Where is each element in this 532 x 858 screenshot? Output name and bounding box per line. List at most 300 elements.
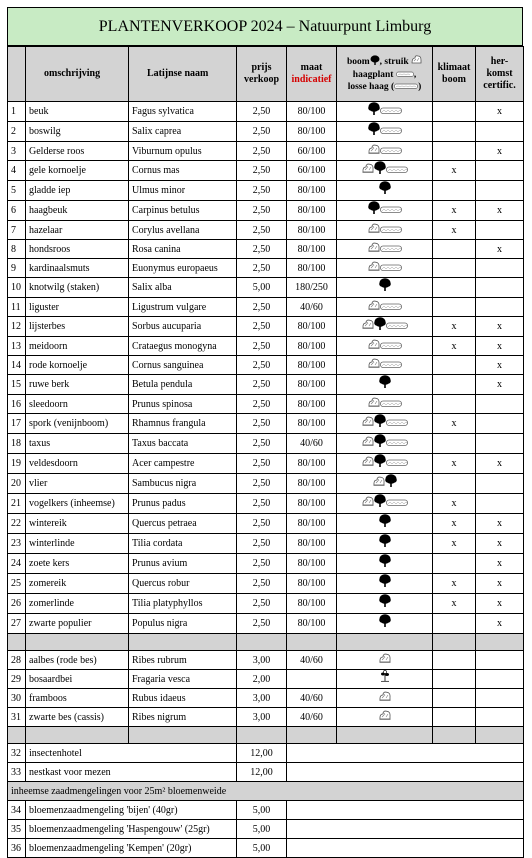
latin-name: Ulmus minor: [129, 181, 237, 201]
price-cell: 2,50: [237, 240, 287, 259]
tree-icon: [379, 614, 391, 633]
type-icons-cell: [337, 221, 433, 240]
herkomst-cell: x: [476, 594, 524, 614]
row-number: 13: [8, 337, 26, 356]
size-cell: 80/100: [287, 201, 337, 221]
plant-name: haagbeuk: [26, 201, 129, 221]
table-row: [8, 594, 524, 614]
type-icons-cell: [337, 298, 433, 317]
hedge-icon: [380, 222, 402, 239]
size-cell: 80/100: [287, 614, 337, 634]
row-number: 33: [8, 763, 26, 782]
table-row: [8, 414, 524, 434]
type-struik-label: , struik: [379, 57, 409, 67]
size-cell: 80/100: [287, 317, 337, 337]
row-number: 20: [8, 474, 26, 494]
price-cell: 2,50: [237, 434, 287, 454]
plant-icon: [380, 670, 390, 688]
col-maat-header: [287, 47, 337, 102]
klimaat-cell: x: [433, 161, 476, 181]
klimaat-cell: [433, 356, 476, 375]
klimaat-cell: x: [433, 494, 476, 514]
type-boom-label: boom: [346, 57, 370, 67]
table-row: [8, 514, 524, 534]
herkomst-cell: x: [476, 142, 524, 161]
latin-name: Populus nigra: [129, 614, 237, 634]
col-nr-header: [8, 47, 26, 102]
table-row: [8, 278, 524, 298]
size-cell: 80/100: [287, 395, 337, 414]
latin-name: Taxus baccata: [129, 434, 237, 454]
hedge-icon: [380, 123, 402, 140]
latin-name: Betula pendula: [129, 375, 237, 395]
price-cell: 2,50: [237, 356, 287, 375]
table-row: [8, 434, 524, 454]
size-cell: 40/60: [287, 708, 337, 727]
price-cell: 2,50: [237, 201, 287, 221]
col-prijs-header: prijs verkoop: [237, 47, 287, 102]
herkomst-cell: x: [476, 614, 524, 634]
row-number: 21: [8, 494, 26, 514]
type-close-paren: ): [418, 82, 422, 93]
plant-name: lijsterbes: [26, 317, 129, 337]
row-number: 31: [8, 708, 26, 727]
table-row: [8, 181, 524, 201]
price-cell: 2,50: [237, 614, 287, 634]
empty-cell: [287, 801, 524, 820]
price-cell: 5,00: [237, 278, 287, 298]
table-row: [8, 820, 524, 839]
plant-name: kardinaalsmuts: [26, 259, 129, 278]
klimaat-cell: [433, 142, 476, 161]
price-cell: 3,00: [237, 651, 287, 670]
herkomst-cell: x: [476, 554, 524, 574]
latin-name: Ligustrum vulgare: [129, 298, 237, 317]
latin-name: Crataegus monogyna: [129, 337, 237, 356]
herkomst-cell: [476, 278, 524, 298]
plant-name: vlier: [26, 474, 129, 494]
herkomst-cell: [476, 708, 524, 727]
size-cell: 80/100: [287, 594, 337, 614]
size-cell: 80/100: [287, 122, 337, 142]
hedge-icon: [386, 495, 408, 512]
type-losse-haag-label: losse haag (: [347, 82, 395, 93]
latin-name: Prunus padus: [129, 494, 237, 514]
latin-name: Prunus spinosa: [129, 395, 237, 414]
latin-name: Sambucus nigra: [129, 474, 237, 494]
latin-name: Rosa canina: [129, 240, 237, 259]
hedge-icon: [386, 162, 408, 179]
header-row: [8, 47, 524, 102]
row-number: 12: [8, 317, 26, 337]
plant-name: winterlinde: [26, 534, 129, 554]
shrub-icon: [368, 357, 380, 374]
size-cell: 80/100: [287, 454, 337, 474]
klimaat-cell: [433, 278, 476, 298]
price-cell: 2,50: [237, 317, 287, 337]
type-icons-cell: [337, 594, 433, 614]
herkomst-cell: [476, 414, 524, 434]
size-cell: 40/60: [287, 298, 337, 317]
klimaat-cell: [433, 298, 476, 317]
table-row: [8, 375, 524, 395]
row-number: 1: [8, 102, 26, 122]
item-name: bloemenzaadmengeling 'Kempen' (20gr): [26, 839, 237, 858]
shrub-icon: [368, 299, 380, 316]
table-row: [8, 801, 524, 820]
latin-name: Ribes nigrum: [129, 708, 237, 727]
latin-name: Tilia platyphyllos: [129, 594, 237, 614]
latin-name: Salix alba: [129, 278, 237, 298]
type-icons-cell: [337, 337, 433, 356]
herkomst-cell: x: [476, 240, 524, 259]
table-row: [8, 122, 524, 142]
klimaat-cell: [433, 670, 476, 689]
row-number: 25: [8, 574, 26, 594]
plant-name: vogelkers (inheemse): [26, 494, 129, 514]
row-number: 16: [8, 395, 26, 414]
type-icons-cell: [337, 259, 433, 278]
latin-name: Salix caprea: [129, 122, 237, 142]
table-row: [8, 259, 524, 278]
type-icons-cell: [337, 414, 433, 434]
tree-icon: [385, 474, 397, 493]
table-row: [8, 356, 524, 375]
tree-icon: [379, 574, 391, 593]
row-number: 28: [8, 651, 26, 670]
hedge-icon: [386, 415, 408, 432]
row-number: 17: [8, 414, 26, 434]
klimaat-cell: x: [433, 574, 476, 594]
latin-name: Rubus idaeus: [129, 689, 237, 708]
table-row: [8, 102, 524, 122]
klimaat-cell: [433, 122, 476, 142]
type-icons-cell: [337, 375, 433, 395]
price-cell: 2,50: [237, 474, 287, 494]
latin-name: Tilia cordata: [129, 534, 237, 554]
item-name: bloemenzaadmengeling 'bijen' (40gr): [26, 801, 237, 820]
size-cell: 40/60: [287, 434, 337, 454]
tree-icon: [374, 317, 386, 336]
latin-name: Cornus mas: [129, 161, 237, 181]
row-number: 10: [8, 278, 26, 298]
hedge-icon: [380, 338, 402, 355]
col-klimaat-header: klimaat boom: [433, 47, 476, 102]
hedge-icon: [386, 318, 408, 335]
latin-name: Quercus petraea: [129, 514, 237, 534]
row-number: 23: [8, 534, 26, 554]
type-icons-cell: [337, 102, 433, 122]
plant-name: rode kornoelje: [26, 356, 129, 375]
empty-cell: [287, 839, 524, 858]
shrub-icon: [373, 475, 385, 492]
indicatief-label: indicatief: [291, 74, 332, 85]
type-icons-cell: [337, 554, 433, 574]
type-icons-cell: [337, 142, 433, 161]
klimaat-cell: x: [433, 594, 476, 614]
row-number: 22: [8, 514, 26, 534]
klimaat-cell: [433, 708, 476, 727]
plant-table: [7, 46, 524, 858]
shrub-icon: [411, 55, 422, 68]
row-number: 5: [8, 181, 26, 201]
separator-2: [8, 727, 524, 744]
price-cell: 2,50: [237, 395, 287, 414]
table-row: [8, 161, 524, 181]
table-row: [8, 298, 524, 317]
herkomst-cell: x: [476, 574, 524, 594]
shrub-icon: [379, 690, 391, 707]
price-cell: 2,00: [237, 670, 287, 689]
size-cell: 80/100: [287, 240, 337, 259]
table-row: [8, 708, 524, 727]
hedge-icon: [396, 69, 417, 81]
plant-name: bosaardbei: [26, 670, 129, 689]
size-cell: 80/100: [287, 181, 337, 201]
herkomst-cell: [476, 122, 524, 142]
klimaat-cell: [433, 554, 476, 574]
price-cell: 2,50: [237, 534, 287, 554]
tree-icon: [379, 375, 391, 394]
plant-name: wintereik: [26, 514, 129, 534]
price-cell: 2,50: [237, 259, 287, 278]
size-cell: 80/100: [287, 102, 337, 122]
klimaat-cell: [433, 181, 476, 201]
hedge-icon: [380, 260, 402, 277]
tree-icon: [374, 414, 386, 433]
table-row: [8, 839, 524, 858]
size-cell: 80/100: [287, 554, 337, 574]
table-row: [8, 574, 524, 594]
row-number: 30: [8, 689, 26, 708]
plant-name: gele kornoelje: [26, 161, 129, 181]
type-icons-cell: [337, 689, 433, 708]
row-number: 24: [8, 554, 26, 574]
table-row: [8, 395, 524, 414]
herkomst-cell: [476, 395, 524, 414]
plant-name: boswilg: [26, 122, 129, 142]
plant-name: gladde iep: [26, 181, 129, 201]
type-icons-cell: [337, 474, 433, 494]
hedge-icon: [386, 455, 408, 472]
row-number: 29: [8, 670, 26, 689]
herkomst-cell: x: [476, 102, 524, 122]
price-cell: 2,50: [237, 337, 287, 356]
empty-cell: [287, 744, 524, 763]
price-cell: 2,50: [237, 161, 287, 181]
row-number: 36: [8, 839, 26, 858]
type-icons-cell: [337, 356, 433, 375]
shrub-icon: [362, 495, 374, 512]
row-number: 27: [8, 614, 26, 634]
size-cell: 80/100: [287, 574, 337, 594]
size-cell: 80/100: [287, 259, 337, 278]
price-list-sheet: [7, 7, 523, 858]
latin-name: Viburnum opulus: [129, 142, 237, 161]
price-cell: 2,50: [237, 221, 287, 240]
row-number: 35: [8, 820, 26, 839]
herkomst-cell: x: [476, 356, 524, 375]
row-number: 8: [8, 240, 26, 259]
accessories-section: [8, 744, 524, 782]
plant-name: hazelaar: [26, 221, 129, 240]
type-icons-cell: [337, 278, 433, 298]
plant-name: veldesdoorn: [26, 454, 129, 474]
klimaat-cell: x: [433, 534, 476, 554]
klimaat-cell: [433, 474, 476, 494]
herkomst-cell: [476, 298, 524, 317]
herkomst-cell: x: [476, 454, 524, 474]
hedge-icon: [380, 241, 402, 258]
price-cell: 2,50: [237, 514, 287, 534]
type-icons-cell: [337, 395, 433, 414]
plant-name: liguster: [26, 298, 129, 317]
table-row: [8, 317, 524, 337]
size-cell: [287, 670, 337, 689]
loose-hedge-icon: [394, 81, 418, 93]
plant-name: taxus: [26, 434, 129, 454]
klimaat-cell: x: [433, 454, 476, 474]
shrub-icon: [362, 318, 374, 335]
item-name: insectenhotel: [26, 744, 237, 763]
col-herkomst-header: her-komst certific.: [476, 47, 524, 102]
type-icons-cell: [337, 434, 433, 454]
plant-name: zwarte populier: [26, 614, 129, 634]
price-cell: 2,50: [237, 102, 287, 122]
latin-name: Fagus sylvatica: [129, 102, 237, 122]
klimaat-cell: [433, 434, 476, 454]
herkomst-cell: [476, 494, 524, 514]
hedge-icon: [380, 357, 402, 374]
hedge-icon: [380, 202, 402, 219]
size-cell: 80/100: [287, 356, 337, 375]
type-icons-cell: [337, 181, 433, 201]
type-icons-cell: [337, 317, 433, 337]
shrub-icon: [362, 162, 374, 179]
tree-icon: [379, 514, 391, 533]
shrub-icon: [368, 338, 380, 355]
tree-icon: [374, 161, 386, 180]
klimaat-cell: [433, 651, 476, 670]
size-cell: 80/100: [287, 474, 337, 494]
table-row: [8, 240, 524, 259]
table-row: [8, 534, 524, 554]
col-omschrijving-header: omschrijving: [26, 47, 129, 102]
item-name: bloemenzaadmengeling 'Haspengouw' (25gr): [26, 820, 237, 839]
type-icons-cell: [337, 670, 433, 689]
price-cell: 2,50: [237, 574, 287, 594]
trees-shrubs-section: [8, 102, 524, 634]
col-type-header: [337, 47, 433, 102]
price-cell: 2,50: [237, 494, 287, 514]
klimaat-cell: x: [433, 414, 476, 434]
plant-name: sleedoorn: [26, 395, 129, 414]
latin-name: Cornus sanguinea: [129, 356, 237, 375]
klimaat-cell: x: [433, 514, 476, 534]
empty-cell: [287, 763, 524, 782]
plant-name: Gelderse roos: [26, 142, 129, 161]
herkomst-cell: [476, 670, 524, 689]
row-number: 4: [8, 161, 26, 181]
latin-name: Ribes rubrum: [129, 651, 237, 670]
table-row: [8, 554, 524, 574]
empty-cell: [287, 820, 524, 839]
fruit-section: [8, 651, 524, 727]
herkomst-cell: [476, 434, 524, 454]
tree-icon: [368, 102, 380, 121]
row-number: 15: [8, 375, 26, 395]
shrub-icon: [368, 396, 380, 413]
table-row: [8, 454, 524, 474]
hedge-icon: [380, 299, 402, 316]
tree-icon: [368, 201, 380, 220]
table-row: [8, 337, 524, 356]
table-row: [8, 651, 524, 670]
table-row: [8, 221, 524, 240]
row-number: 9: [8, 259, 26, 278]
price-cell: 2,50: [237, 594, 287, 614]
plant-name: knotwilg (staken): [26, 278, 129, 298]
row-number: 32: [8, 744, 26, 763]
klimaat-cell: [433, 689, 476, 708]
tree-icon: [374, 434, 386, 453]
latin-name: Acer campestre: [129, 454, 237, 474]
shrub-icon: [368, 260, 380, 277]
price-cell: 2,50: [237, 298, 287, 317]
plant-name: framboos: [26, 689, 129, 708]
size-cell: 80/100: [287, 414, 337, 434]
plant-name: zomerlinde: [26, 594, 129, 614]
separator-1: [8, 634, 524, 651]
table-row: [8, 744, 524, 763]
size-cell: 80/100: [287, 534, 337, 554]
type-icons-cell: [337, 494, 433, 514]
tree-icon: [370, 55, 380, 69]
size-cell: 40/60: [287, 689, 337, 708]
maat-label: maat: [300, 62, 323, 73]
seed-mix-header: inheemse zaadmengelingen voor 25m² bloemenweide: [8, 782, 524, 801]
row-number: 26: [8, 594, 26, 614]
size-cell: 60/100: [287, 142, 337, 161]
type-icons-cell: [337, 201, 433, 221]
tree-icon: [379, 278, 391, 297]
plant-name: zomereik: [26, 574, 129, 594]
type-icons-cell: [337, 161, 433, 181]
price-cell: 2,50: [237, 554, 287, 574]
price-cell: 2,50: [237, 414, 287, 434]
type-icons-cell: [337, 240, 433, 259]
price-cell: 3,00: [237, 689, 287, 708]
klimaat-cell: [433, 102, 476, 122]
table-row: [8, 763, 524, 782]
size-cell: 60/100: [287, 161, 337, 181]
type-icons-cell: [337, 454, 433, 474]
row-number: 6: [8, 201, 26, 221]
type-comma: ,: [413, 70, 417, 80]
plant-name: ruwe berk: [26, 375, 129, 395]
row-number: 11: [8, 298, 26, 317]
size-cell: 80/100: [287, 337, 337, 356]
size-cell: 80/100: [287, 494, 337, 514]
klimaat-cell: x: [433, 201, 476, 221]
plant-name: beuk: [26, 102, 129, 122]
hedge-icon: [386, 435, 408, 452]
herkomst-cell: [476, 181, 524, 201]
tree-icon: [379, 554, 391, 573]
row-number: 7: [8, 221, 26, 240]
latin-name: Carpinus betulus: [129, 201, 237, 221]
size-cell: 180/250: [287, 278, 337, 298]
